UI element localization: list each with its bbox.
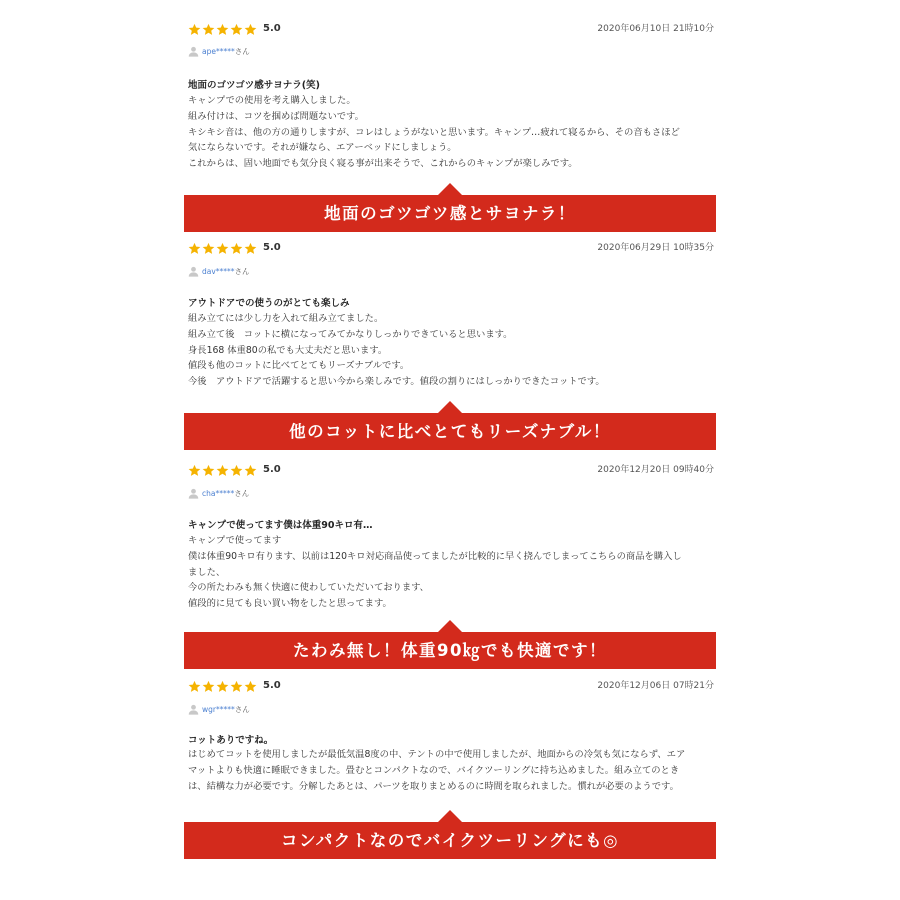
review-line: 今の所たわみも無く快適に使わしていただいております、 — [188, 582, 429, 594]
user-icon — [188, 704, 199, 715]
review-header — [188, 21, 714, 41]
star-rating — [188, 462, 281, 478]
star-icon — [188, 23, 201, 36]
review-body — [188, 533, 718, 612]
review-line: 組み立てには少し力を入れて組み立てました。 — [188, 313, 384, 324]
star-icon — [230, 680, 243, 693]
star-icon — [202, 680, 215, 693]
star-icon — [244, 680, 257, 693]
star-icon — [244, 242, 257, 255]
review-title: 地面のゴツゴツ感サヨナラ(笑) — [188, 80, 320, 91]
reviewer-suffix: さん — [234, 705, 250, 714]
star-icon — [216, 680, 229, 693]
reviewer-suffix: さん — [234, 47, 250, 56]
reviewer-suffix: さん — [234, 267, 250, 276]
reviewer-name-link[interactable]: ape***** — [202, 47, 235, 56]
review-header — [188, 678, 714, 698]
star-rating — [188, 240, 281, 256]
reviewer-suffix: さん — [234, 489, 250, 498]
star-icon — [188, 464, 201, 477]
star-icon — [230, 23, 243, 36]
highlight-banner: 他のコットに比べとてもリーズナブル！ — [184, 413, 716, 450]
review-line: 気にならないです。それが嫌なら、エアーベッドにしましょう。 — [188, 142, 457, 154]
star-icon — [202, 464, 215, 477]
reviewer — [188, 46, 250, 57]
review-line: 今後 アウトドアで活躍すると思い今から楽しみです。値段の割りにはしっかりできたコットです。 — [188, 376, 605, 388]
user-icon — [188, 266, 199, 277]
rating-score: 5.0 — [263, 464, 281, 475]
review-header — [188, 462, 714, 482]
review-date: 2020年12月20日 09時40分 — [597, 465, 714, 475]
review-body — [188, 93, 718, 172]
highlight-banner: 地面のゴツゴツ感とサヨナラ！ — [184, 195, 716, 232]
user-icon — [188, 46, 199, 57]
review-line: キャンプでの使用を考え購入しました。 — [188, 95, 356, 106]
star-icon — [216, 242, 229, 255]
review-line: 組み付けは、コツを掴めば問題ないです。 — [188, 110, 364, 122]
star-icon — [188, 680, 201, 693]
reviewer-name-link[interactable]: dav***** — [202, 267, 235, 276]
review-date: 2020年12月06日 07時21分 — [597, 681, 714, 691]
review-card — [188, 678, 714, 792]
star-icon — [244, 23, 257, 36]
star-rating — [188, 678, 281, 694]
rating-score: 5.0 — [263, 242, 281, 253]
review-date: 2020年06月29日 10時35分 — [597, 243, 714, 253]
reviewer-name-link[interactable]: wgr***** — [202, 705, 235, 714]
review-line: 値段的に見ても良い買い物をしたと思ってます。 — [188, 598, 392, 610]
highlight-banner: たわみ無し！体重90㎏でも快適です！ — [184, 632, 716, 669]
rating-score: 5.0 — [263, 23, 281, 34]
star-icon — [188, 242, 201, 255]
reviewer — [188, 704, 250, 715]
reviewer-name-link[interactable]: cha***** — [202, 489, 235, 498]
review-header — [188, 240, 714, 260]
review-line: キシキシ音は、他の方の通りしますが、コレはしょうがないと思います。キャンプ…疲れて寝るから、その音もさほど — [188, 126, 680, 138]
highlight-banner: コンパクトなのでバイクツーリングにも◎ — [184, 822, 716, 859]
reviewer — [188, 488, 249, 499]
review-line: 身長168 体重80の私でも大丈夫だと思います。 — [188, 344, 388, 356]
review-line: キャンプで使ってます — [188, 535, 282, 546]
review-body — [188, 747, 718, 794]
review-card — [188, 462, 714, 610]
star-icon — [230, 464, 243, 477]
review-line: 値段も他のコットに比べてとてもリーズナブルです。 — [188, 360, 410, 372]
review-date: 2020年06月10日 21時10分 — [597, 24, 714, 34]
star-icon — [202, 23, 215, 36]
review-line: ました、 — [188, 566, 226, 578]
review-line: 組み立て後 コットに横になってみてかなりしっかりできていると思います。 — [188, 328, 513, 340]
review-body — [188, 311, 718, 390]
review-line: これからは、固い地面でも気分良く寝る事が出来そうで、これからのキャンプが楽しみです。 — [188, 158, 578, 170]
review-line: 僕は体重90キロ有ります、以前は120キロ対応商品使ってましたが比較的に早く挠んでしまってこちらの商品を購入し — [188, 550, 682, 562]
user-icon — [188, 488, 199, 499]
star-icon — [202, 242, 215, 255]
review-card — [188, 21, 714, 170]
star-icon — [216, 464, 229, 477]
review-title: キャンプで使ってます僕は体重90キロ有… — [188, 520, 373, 531]
star-icon — [244, 464, 257, 477]
review-line: マットよりも快適に睡眠できました。畳むとコンパクトなので、バイクツーリングに持ち込めました。組み立てのとき — [188, 764, 680, 776]
star-rating — [188, 21, 281, 37]
review-line: は、結構な力が必要です。分解したあとは、パーツを取りまとめるのに時間を取られました。慣れが必要のようです。 — [188, 780, 679, 792]
review-title: コットありですね。 — [188, 735, 274, 746]
star-icon — [216, 23, 229, 36]
review-title: アウトドアでの使うのがとても楽しみ — [188, 298, 350, 309]
rating-score: 5.0 — [263, 680, 281, 691]
review-card — [188, 240, 714, 388]
star-icon — [230, 242, 243, 255]
reviewer — [188, 266, 250, 277]
review-line: はじめてコットを使用しましたが最低気温8度の中、テントの中で使用しましたが、地面からの冷気も気にならず、エア — [188, 749, 686, 760]
